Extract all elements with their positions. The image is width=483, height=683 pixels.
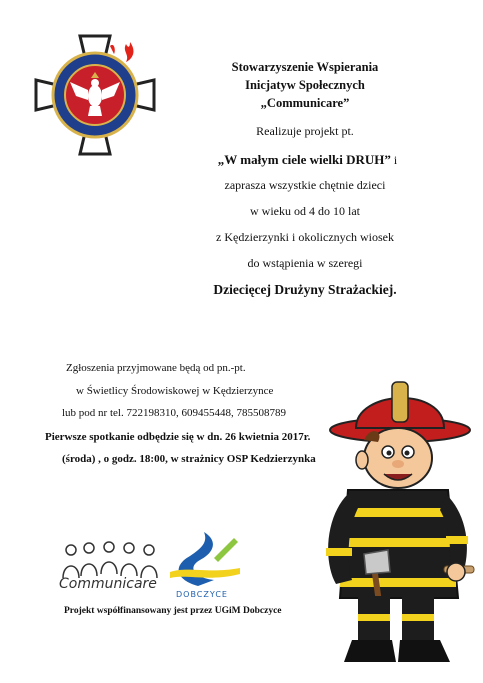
dobczyce-logo-text: DOBCZYCE [176,590,228,599]
first-meeting-time: (środa) , o godz. 18:00, w strażnicy OSP Kedzierzynka [62,453,316,465]
emblem-cross-icon [30,30,160,160]
team-name: Dziecięcej Drużyny Strażackiej. [213,282,397,297]
dobczyce-emblem-icon [168,530,242,590]
cofinance-note: Projekt współfinansowany jest przez UGiM Dobczyce [64,606,282,616]
org-name-line1: Stowarzyszenie Wspierania [231,60,379,74]
realizes-text: Realizuje projekt pt. [256,124,354,138]
signup-place: w Świetlicy Środowiskowej w Kędzierzynce [76,385,274,397]
org-name-line3: „Communicare” [260,96,350,110]
project-title: „W małym ciele wielki DRUH” [217,152,391,167]
people-group-icon [57,540,167,580]
invite-line3: z Kędzierzynki i okolicznych wiosek [216,230,394,244]
dobczyce-logo [168,530,242,602]
communicare-logo [57,540,167,598]
org-name-line2: Inicjatyw Społecznych [245,78,365,92]
first-meeting-date: Pierwsze spotkanie odbędzie się w dn. 26 kwietnia 2017r. [45,431,311,443]
signup-phones: lub pod nr tel. 722198310, 609455448, 785508789 [62,407,286,419]
signup-hours: Zgłoszenia przyjmowane będą od pn.-pt. [66,362,246,374]
project-title-row [175,152,440,168]
firefighter-icon [318,378,476,668]
invite-line1: zaprasza wszystkie chętnie dzieci [224,178,386,192]
project-title-suffix: i [393,153,398,167]
communicare-logo-text: Communicare [59,576,157,592]
invite-line2: w wieku od 4 do 10 lat [250,204,360,218]
osp-emblem [30,30,160,160]
firefighter-illustration [318,378,476,668]
invite-line4: do wstąpienia w szeregi [247,256,363,270]
